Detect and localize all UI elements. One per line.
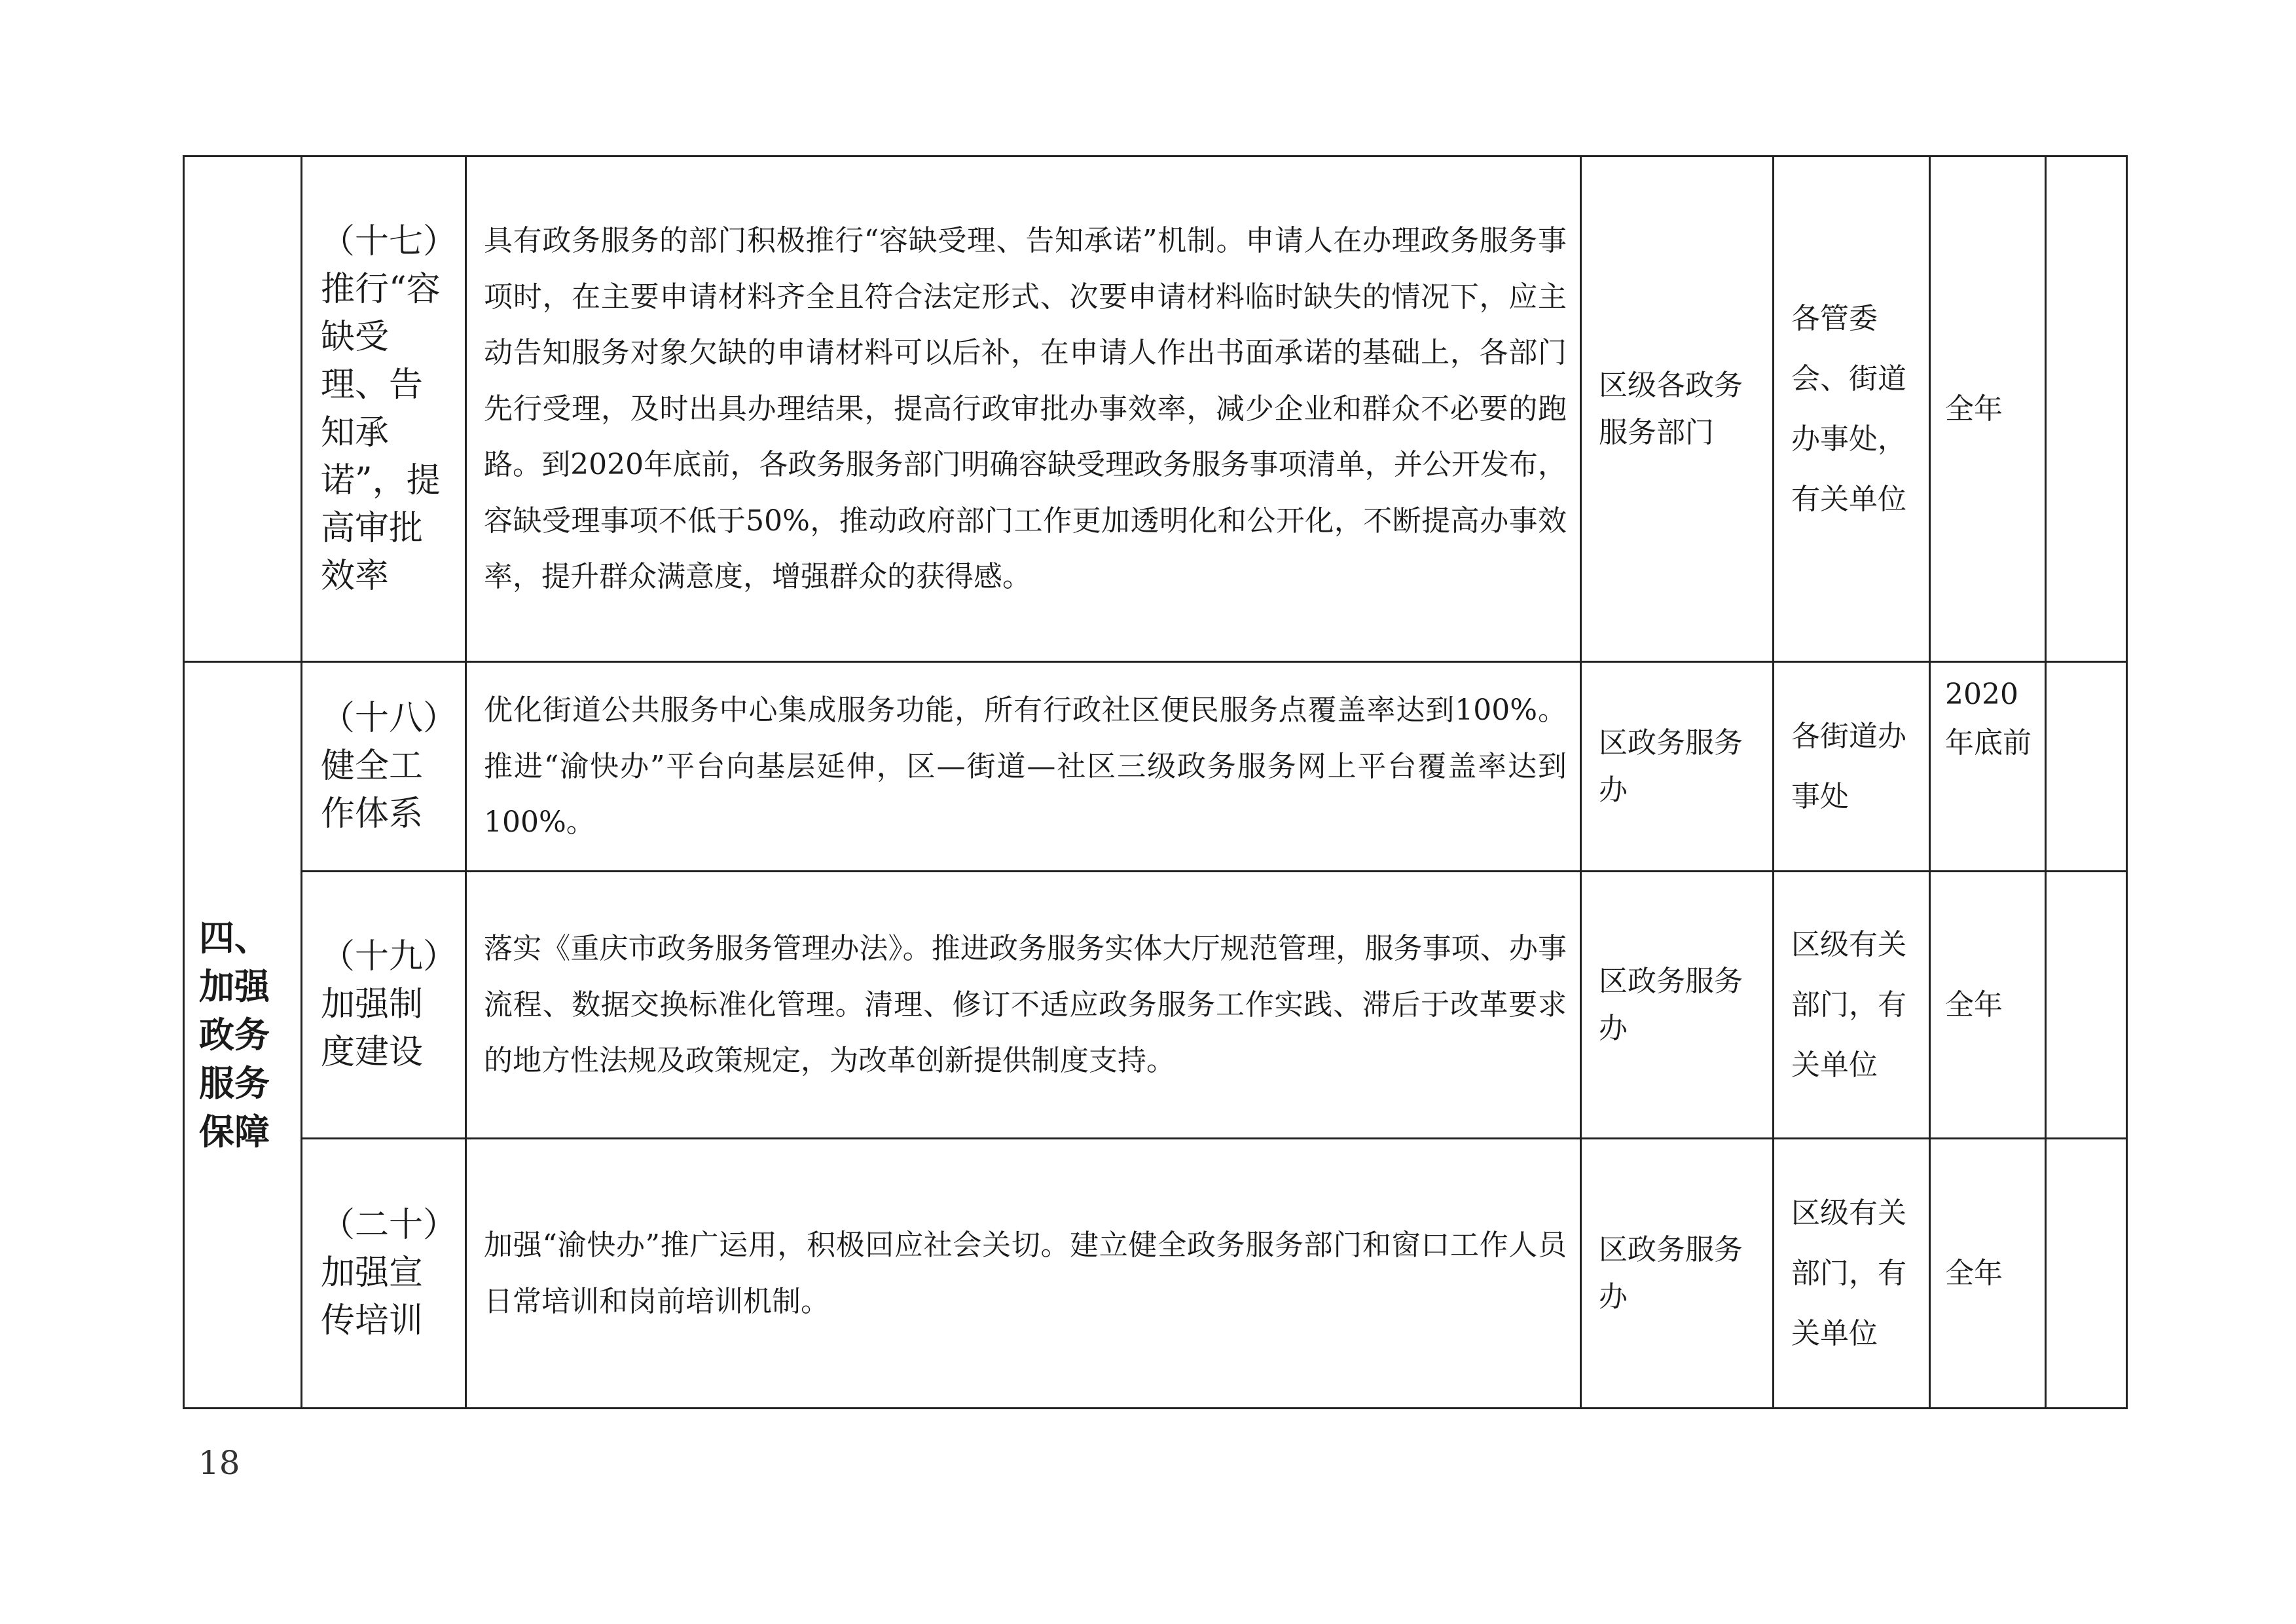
page-number: 18 [198,1444,240,1482]
table-row [184,1139,2127,1409]
content-cell: 优化街道公共服务中心集成服务功能，所有行政社区便民服务点覆盖率达到100%。推进“渝快办”平台向基层延伸，区—街道—社区三级政务服务网上平台覆盖率达到100%。 [466,662,1581,872]
lead-department-cell: 区政务服务办 [1581,1139,1774,1409]
time-limit-cell: 全年 [1930,157,2046,662]
item-cell: （十八）健全工作体系 [302,662,466,872]
responsible-unit-cell: 区级有关部门，有关单位 [1774,872,1930,1139]
item-cell: （二十）加强宣传培训 [302,1139,466,1409]
table-row [184,872,2127,1139]
content-cell: 具有政务服务的部门积极推行“容缺受理、告知承诺”机制。申请人在办理政务服务事项时，在主要申请材料齐全且符合法定形式、次要申请材料临时缺失的情况下，应主动告知服务对象欠缺的申请材料可以后补，在申请人作出书面承诺的基础上，各部门先行受理，及时出具办理结果，提高行政审批办事效率，减少企业和群众不必要的跑路。到2020年底前，各政务服务部门明确容缺受理政务服务事项清单，并公开发布，容缺受理事项不低于50%，推动政府部门工作更加透明化和公开化，不断提高办事效率，提升群众满意度，增强群众的获得感。 [466,157,1581,662]
table-row [184,662,2127,872]
item-cell: （十九）加强制度建设 [302,872,466,1139]
item-cell: （十七）推行“容缺受理、告知承诺”，提高审批效率 [302,157,466,662]
note-cell [2046,662,2127,872]
responsible-unit-cell: 各街道办事处 [1774,662,1930,872]
lead-department-cell: 区政务服务办 [1581,662,1774,872]
lead-department-cell: 区政务服务办 [1581,872,1774,1139]
note-cell [2046,1139,2127,1409]
responsible-unit-cell: 各管委会、街道办事处，有关单位 [1774,157,1930,662]
table-row [184,157,2127,662]
section-title: 四、加强政务服务保障 [184,662,302,1409]
note-cell [2046,872,2127,1139]
time-limit-cell: 全年 [1930,1139,2046,1409]
content-cell: 落实《重庆市政务服务管理办法》。推进政务服务实体大厅规范管理，服务事项、办事流程、数据交换标准化管理。清理、修订不适应政务服务工作实践、滞后于改革要求的地方性法规及政策规定，为改革创新提供制度支持。 [466,872,1581,1139]
task-table [183,155,2128,1409]
note-cell [2046,157,2127,662]
time-limit-cell: 2020年底前 [1930,662,2046,872]
content-cell: 加强“渝快办”推广运用，积极回应社会关切。建立健全政务服务部门和窗口工作人员日常培训和岗前培训机制。 [466,1139,1581,1409]
responsible-unit-cell: 区级有关部门，有关单位 [1774,1139,1930,1409]
section-cell-empty [184,157,302,662]
lead-department-cell: 区级各政务服务部门 [1581,157,1774,662]
time-limit-cell: 全年 [1930,872,2046,1139]
